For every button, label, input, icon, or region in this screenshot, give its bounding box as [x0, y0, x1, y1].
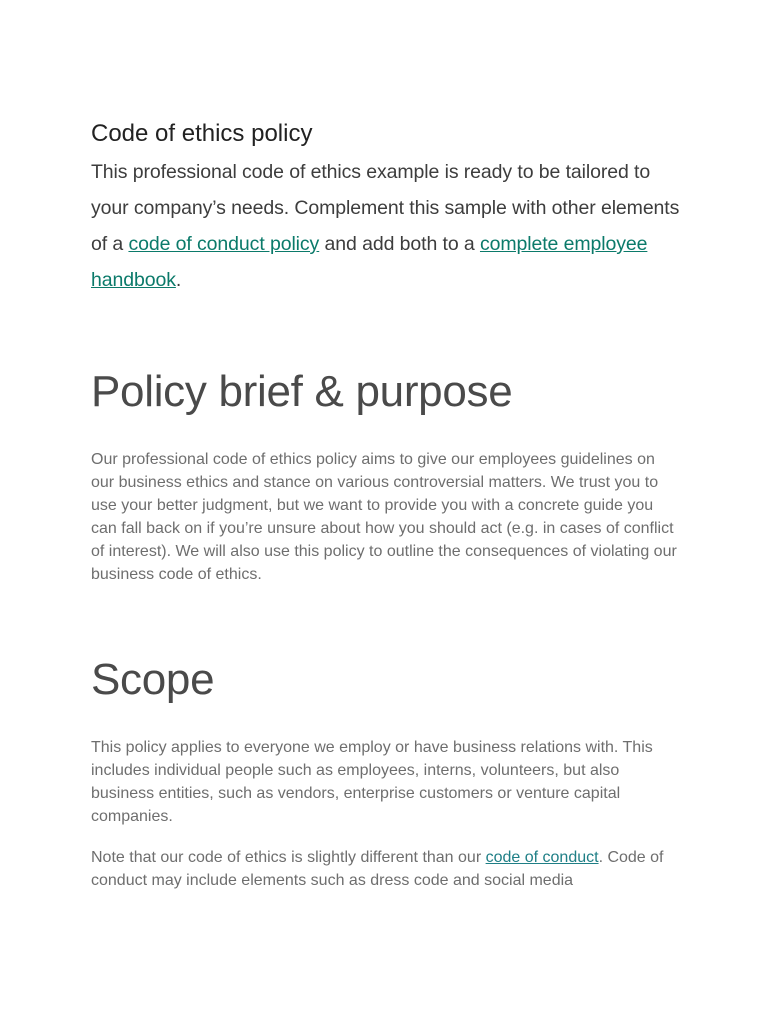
scope-paragraph-1: This policy applies to everyone we employ or have business relations with. This includes individual people such as employees, interns, volunteers, but also business entities, such as vendors, enterprise customers or venture capital companies.: [91, 739, 653, 825]
scope-paragraph-2: [91, 846, 681, 892]
scope-paragraph-2-text-1: Note that our code of ethics is slightly different than our: [91, 849, 486, 866]
code-of-conduct-policy-link[interactable]: code of conduct policy: [128, 233, 320, 255]
code-of-conduct-link[interactable]: code of conduct: [485, 849, 599, 866]
scope-paragraph-2-text-2: . Code of conduct may include elements such as dress code and social media: [91, 849, 664, 889]
intro-text-1: This professional code of ethics example is ready to be tailored to your company’s needs. Complement this sample with other elements of a: [91, 161, 680, 255]
intro-paragraph: [91, 154, 681, 298]
policy-brief-paragraph: Our professional code of ethics policy aims to give our employees guidelines on our business ethics and stance on various controversial matters. We trust you to use your better judgment, but we want to provide you with a concrete guide you can fall back on if you’re unsure about how you should act (e.g. in cases of conflict of interest). We will also use this policy to outline the consequences of violating our business code of ethics.: [91, 451, 677, 583]
document-title: Code of ethics policy: [91, 120, 313, 147]
complete-employee-handbook-link[interactable]: complete employee handbook: [91, 233, 648, 291]
scope-heading: Scope: [91, 655, 215, 704]
intro-text-2: and add both to a: [319, 233, 480, 255]
intro-text-3: .: [175, 269, 182, 291]
policy-brief-heading: Policy brief & purpose: [91, 367, 513, 416]
document-page: [91, 118, 681, 892]
